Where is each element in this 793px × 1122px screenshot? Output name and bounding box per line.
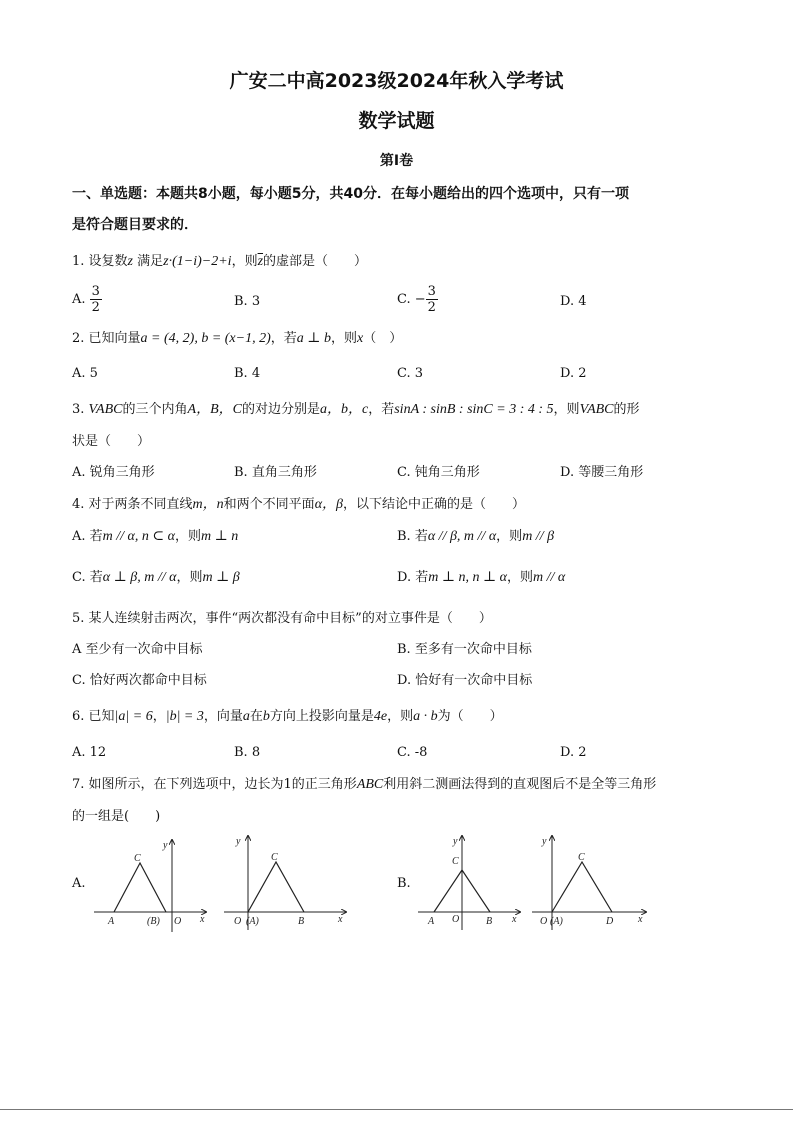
question-7-line2: 的一组是( ): [72, 809, 161, 824]
q7-figure-a2: [222, 832, 350, 934]
label-x: x: [638, 914, 643, 925]
label-y: y: [163, 840, 168, 851]
section-heading-line1: 一、单选题：本题共8小题，每小题5分，共40分．在每小题给出的四个选项中，只有一项: [72, 186, 629, 202]
q3-option-a: A. 锐角三角形: [72, 465, 155, 480]
triangle: [552, 862, 612, 912]
q1-option-b: B. 3: [234, 294, 261, 309]
q3-ratio: sinA : sinB : sinC = 3 : 4 : 5: [394, 402, 554, 417]
label-a: (A): [246, 916, 259, 927]
q7-figure-b2: [530, 832, 650, 934]
label-a: A: [108, 916, 115, 927]
question-3-line2: 状是（ ）: [72, 434, 151, 449]
label-c: C: [271, 852, 278, 863]
exam-subject: 数学试题: [358, 110, 435, 132]
label-x: x: [200, 914, 205, 925]
label-b: (B): [147, 916, 160, 927]
q5-option-b: B. 至多有一次命中目标: [397, 642, 532, 657]
label-o: O: [452, 914, 460, 925]
volume-label: 第Ⅰ卷: [379, 153, 414, 169]
question-5: 5. 某人连续射击两次，事件“两次都没有命中目标”的对立事件是（ ）: [72, 611, 492, 626]
q1-option-c: C. − $\frac{3}{2}$: [397, 284, 436, 315]
q5-option-d: D. 恰好有一次命中目标: [397, 673, 533, 688]
exam-title: 广安二中高2023级2024年秋入学考试: [229, 70, 564, 92]
label-x: x: [512, 914, 517, 925]
q2-formula: a = (4, 2), b = (x−1, 2): [140, 331, 271, 346]
label-c: C: [134, 853, 141, 864]
q7-figure-b1: [416, 832, 524, 934]
label-c: C: [578, 852, 585, 863]
q6-option-a: A. 12: [72, 745, 107, 760]
q1-option-d: D. 4: [560, 294, 587, 309]
q4-option-c: C. 若α ⊥ β, m // α，则m ⊥ β: [72, 570, 240, 585]
triangle: [114, 863, 166, 912]
question-6: 6. 已知|a| = 6，|b| = 3，向量a在b方向上投影向量是4e，则a · b为（ ）: [72, 709, 503, 724]
question-4: 4. 对于两条不同直线m，n和两个不同平面α，β，以下结论中正确的是（ ）: [72, 497, 526, 512]
label-c: C: [452, 856, 459, 867]
q7-figure-a1: [92, 836, 210, 934]
label-o: O: [540, 916, 548, 927]
label-y: y: [236, 836, 241, 847]
question-2: 2. 已知向量a = (4, 2), b = (x−1, 2)，若a ⊥ b，则x（ ）: [72, 331, 403, 346]
q2-option-a: A. 5: [72, 366, 98, 381]
question-1: 1. 设复数z 满足z·(1−i)−2+i，则$\overline{z}$的虚部是（ ）: [72, 254, 368, 269]
page-bottom-rule: [0, 1109, 793, 1110]
q2-condition: a ⊥ b: [296, 331, 331, 346]
q5-option-c: C. 恰好两次都命中目标: [72, 673, 207, 688]
q5-option-a: A 至少有一次命中目标: [72, 642, 203, 657]
label-a: (A): [550, 916, 563, 927]
label-x: x: [338, 914, 343, 925]
q7-option-b-label: B.: [397, 876, 411, 891]
label-b: B: [298, 916, 305, 927]
label-o: O: [234, 916, 242, 927]
q1-option-a: A. $\frac{3}{2}$: [72, 284, 100, 315]
q4-option-d: D. 若m ⊥ n, n ⊥ α，则m // α: [397, 570, 566, 585]
label-a: A: [428, 916, 435, 927]
label-b: B: [486, 916, 493, 927]
q3-option-b: B. 直角三角形: [234, 465, 317, 480]
q1-conj: $\overline{z}$: [257, 254, 264, 269]
q1-formula: z·(1−i)−2+i: [163, 254, 232, 269]
q3-option-c: C. 钝角三角形: [397, 465, 480, 480]
q2-option-c: C. 3: [397, 366, 424, 381]
question-7-line1: 7. 如图所示，在下列选项中，边长为1的正三角形ABC利用斜二测画法得到的直观图后不是全等三角形: [72, 777, 657, 792]
q3-option-d: D. 等腰三角形: [560, 465, 644, 480]
question-3-line1: 3. VABC的三个内角A，B，C的对边分别是a，b，c，若sinA : sinB : sinC = 3 : 4 : 5，则VABC的形: [72, 402, 640, 417]
label-y: y: [453, 836, 458, 847]
q7-option-a-label: A.: [72, 876, 86, 891]
q2-option-b: B. 4: [234, 366, 261, 381]
triangle: [248, 862, 304, 912]
label-y: y: [542, 836, 547, 847]
label-o: O: [174, 916, 182, 927]
q6-option-b: B. 8: [234, 745, 261, 760]
section-heading-line2: 是符合题目要求的．: [72, 217, 198, 233]
q1-var: z: [127, 254, 133, 269]
q4-option-b: B. 若α // β, m // α，则m // β: [397, 529, 555, 544]
label-d: D: [606, 916, 614, 927]
q2-option-d: D. 2: [560, 366, 587, 381]
q6-option-c: C. -8: [397, 745, 428, 760]
q4-option-a: A. 若m // α, n ⊂ α，则m ⊥ n: [72, 529, 239, 544]
q6-option-d: D. 2: [560, 745, 587, 760]
